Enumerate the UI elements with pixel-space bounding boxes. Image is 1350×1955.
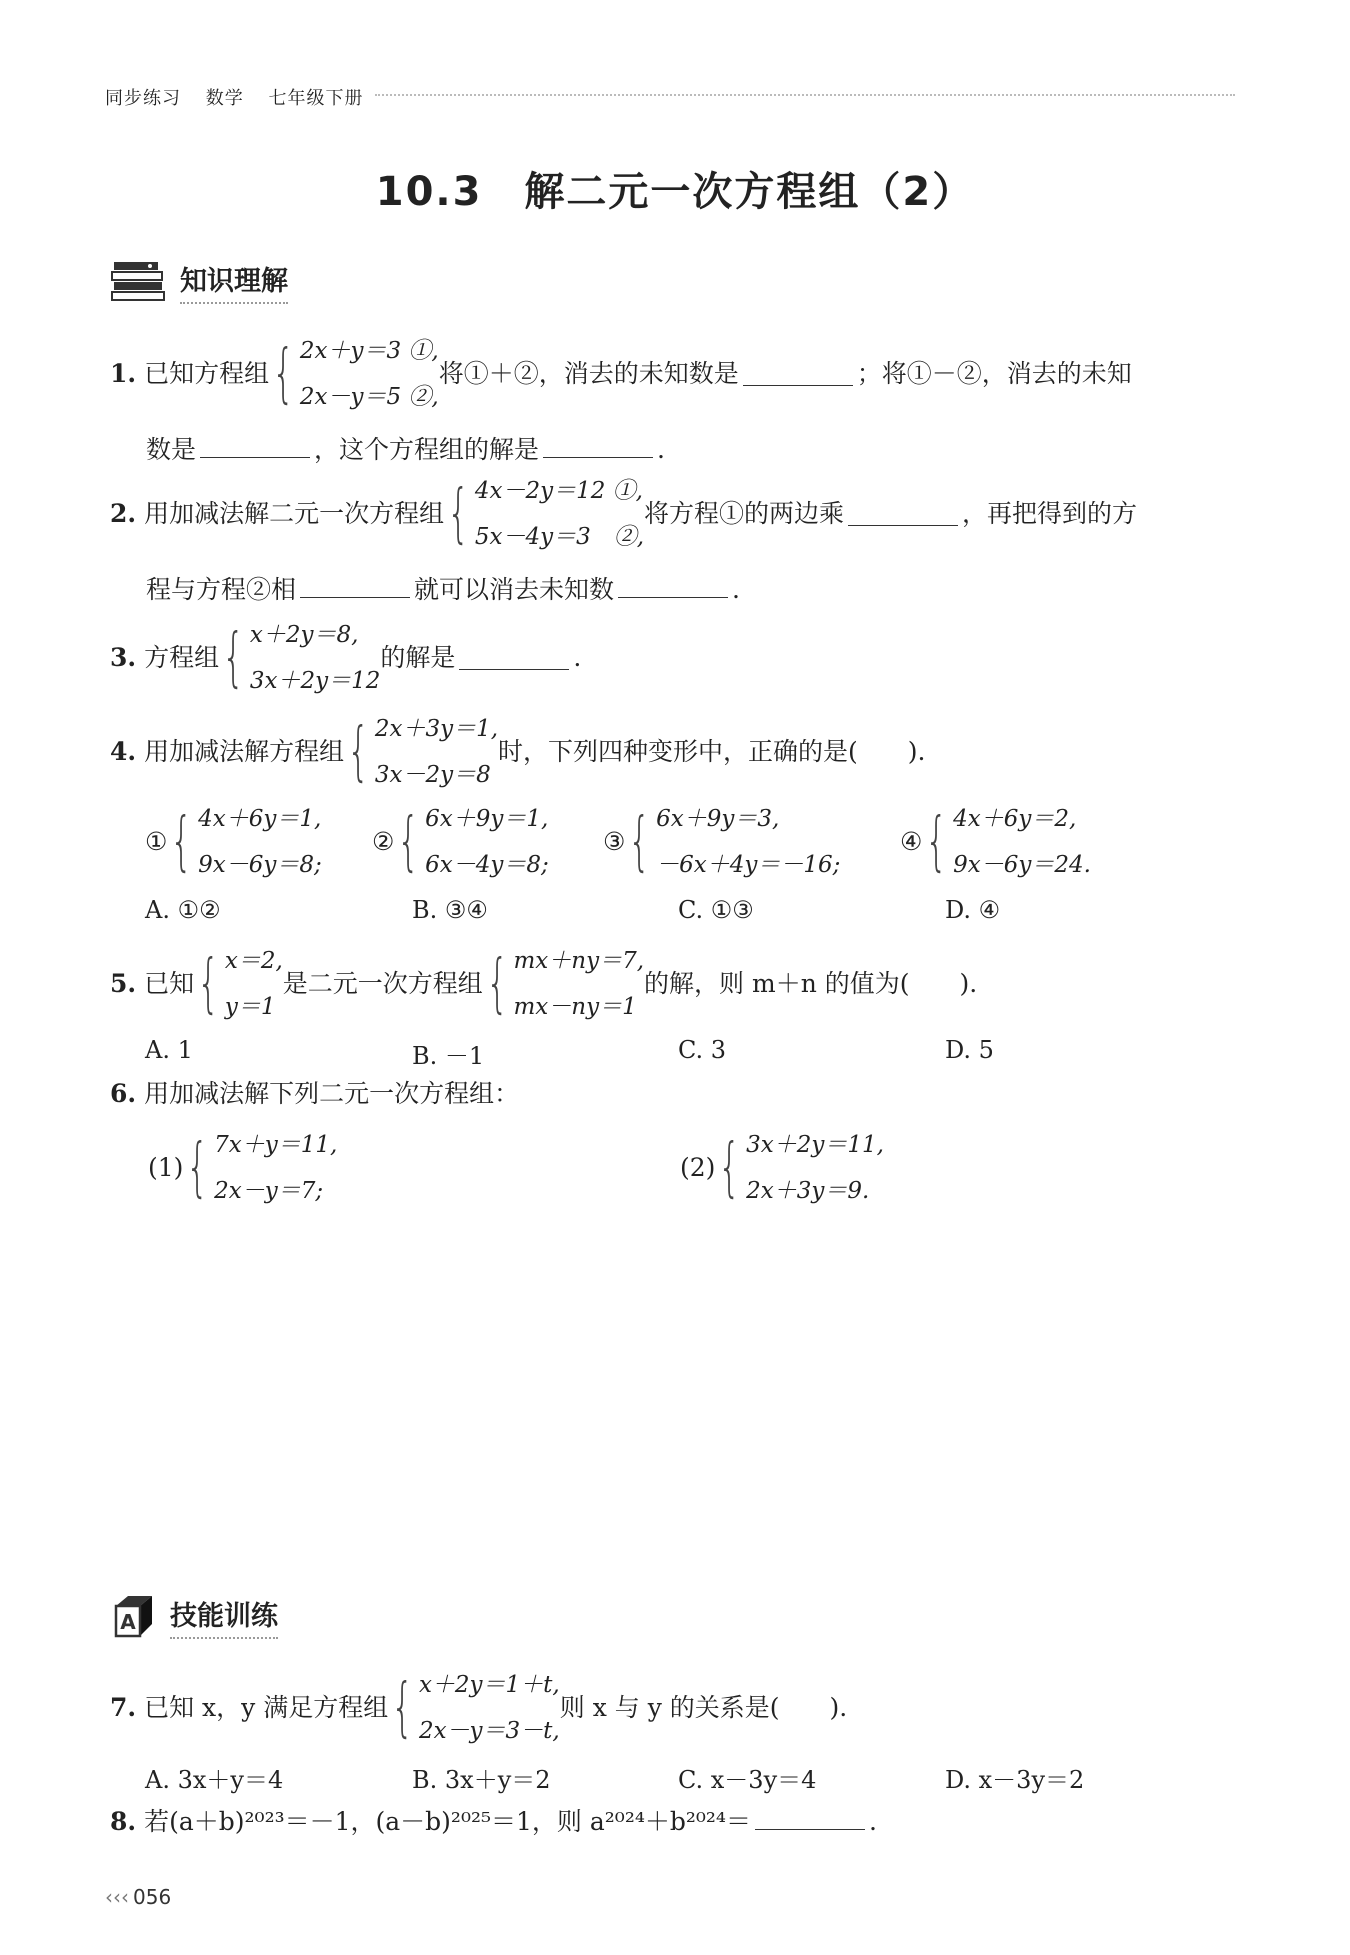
equation: 2x＋3y＝1, [374, 716, 499, 742]
equation: 4x＋6y＝2, [953, 806, 1077, 832]
question-text: 方程组 [144, 642, 220, 672]
question-text: . [657, 435, 665, 464]
question-1 [110, 328, 1240, 467]
subject-name: 数学 [205, 88, 244, 109]
option-d[interactable]: D. 5 [945, 1036, 994, 1064]
option-c[interactable]: C. 3 [678, 1036, 727, 1064]
equation: 6x＋9y＝1, [425, 806, 549, 832]
equation: x＋2y＝1＋t, [418, 1672, 560, 1698]
chevron-left-icon: ‹‹‹ [105, 1885, 129, 1909]
equation: 9x－6y＝8; [198, 852, 322, 878]
grade-name: 七年级下册 [268, 88, 364, 109]
equation: 2x＋y＝3 ①, [299, 338, 439, 364]
question-3 [110, 612, 581, 704]
question-text: ，这个方程组的解是 [314, 435, 540, 464]
equation: x＝2, [224, 948, 283, 974]
question-text: 已知方程组 [144, 358, 270, 388]
page-number: 056 [133, 1885, 172, 1909]
option-c[interactable]: C. x－3y＝4 [678, 1766, 817, 1794]
option-b[interactable]: B. 3x＋y＝2 [412, 1766, 551, 1794]
transform-mark: ② [372, 826, 395, 856]
question-text: 将①＋②，消去的未知数是 [438, 358, 739, 388]
question-text: 是二元一次方程组 [282, 968, 483, 998]
section-label: 知识理解 [180, 259, 288, 304]
question-text: ，再把得到的方 [962, 498, 1138, 528]
book-name: 同步练习 [105, 88, 181, 109]
question-number: 5. [110, 968, 137, 998]
question-number: 3. [110, 642, 137, 672]
option-d[interactable]: D. x－3y＝2 [945, 1766, 1085, 1794]
option-d[interactable]: D. ④ [945, 896, 1001, 924]
question-text: 已知 x，y 满足方程组 [144, 1692, 389, 1722]
equation: 6x＋9y＝3, [656, 806, 780, 832]
option-a[interactable]: A. ①② [145, 896, 221, 924]
option-a[interactable]: A. 1 [145, 1036, 193, 1064]
question-text: 就可以消去未知数 [414, 575, 615, 604]
question-text: 则 x 与 y 的关系是( ). [559, 1692, 848, 1722]
equation-system: { 2x＋y＝3 ①, 2x－y＝5 ②, [269, 328, 439, 420]
question-text: 用加减法解方程组 [144, 736, 345, 766]
question-text: . [868, 1807, 877, 1836]
equation-system: { 4x－2y＝12 ①, 5x－4y＝3 ②, [444, 468, 644, 560]
answer-blank[interactable] [459, 647, 569, 670]
question-text: 时，下列四种变形中，正确的是( ). [498, 736, 926, 766]
question-text: 用加减法解下列二元一次方程组： [144, 1079, 520, 1108]
question-number: 7. [110, 1692, 137, 1722]
answer-blank[interactable] [743, 363, 853, 386]
section-label: 技能训练 [170, 1594, 278, 1639]
equation-system: { x＋2y＝8, 3x＋2y＝12 [219, 612, 380, 704]
equation: mx＋ny＝7, [513, 948, 645, 974]
page-title: 10.3 解二元一次方程组（2） [375, 169, 975, 215]
transform-1: ① { 4x＋6y＝1, 9x－6y＝8; [145, 796, 322, 888]
question-text: ；将①－②，消去的未知 [856, 358, 1132, 388]
answer-blank[interactable] [300, 575, 410, 598]
equation: 2x＋3y＝9. [746, 1178, 870, 1204]
question-number: 8. [110, 1807, 137, 1836]
question-text: . [573, 642, 582, 672]
transform-mark: ① [145, 826, 168, 856]
question-text: . [732, 575, 740, 604]
question-text: 的解，则 m＋n 的值为( ). [644, 968, 978, 998]
solution-system: { x＝2, y＝1 [194, 938, 283, 1030]
question-7 [110, 1662, 1240, 1754]
transform-3: ③ { 6x＋9y＝3, －6x＋4y＝－16; [603, 796, 840, 888]
part-label: (2) [680, 1152, 716, 1182]
question-text: 程与方程②相 [146, 575, 297, 604]
question-5 [110, 938, 1240, 1030]
equation: 3x＋2y＝12 [249, 668, 381, 694]
equation: 9x－6y＝24. [953, 852, 1091, 878]
section-knowledge [110, 258, 288, 304]
option-b[interactable]: B. ③④ [412, 896, 488, 924]
question-4 [110, 706, 1240, 798]
part-label: (1) [148, 1152, 184, 1182]
header-divider [375, 94, 1235, 96]
equation: x＋2y＝8, [249, 622, 359, 648]
question-text: 若(a＋b)²⁰²³＝－1，(a－b)²⁰²⁵＝1，则 a²⁰²⁴＋b²⁰²⁴＝ [144, 1807, 751, 1836]
svg-text:A: A [120, 1610, 136, 1634]
equation: 2x－y＝7; [214, 1178, 324, 1204]
transform-2: ② { 6x＋9y＝1, 6x－4y＝8; [372, 796, 549, 888]
equation-system: { x＋2y＝1＋t, 2x－y＝3－t, [388, 1662, 560, 1754]
answer-blank[interactable] [543, 435, 653, 458]
books-icon [110, 258, 168, 304]
transform-4: ④ { 4x＋6y＝2, 9x－6y＝24. [900, 796, 1091, 888]
equation-system: { 2x＋3y＝1, 3x－2y＝8 [344, 706, 498, 798]
running-header [105, 84, 381, 110]
transform-mark: ④ [900, 826, 923, 856]
equation: 5x－4y＝3 ②, [474, 524, 645, 550]
answer-blank[interactable] [755, 1807, 865, 1830]
equation: 4x－2y＝12 ①, [474, 478, 643, 504]
question-6 [110, 1078, 519, 1111]
question-text: 数是 [146, 435, 197, 464]
equation: 2x－y＝3－t, [418, 1718, 560, 1744]
question-text: 将方程①的两边乘 [644, 498, 845, 528]
question-number: 4. [110, 736, 137, 766]
equation: mx－ny＝1 [513, 994, 637, 1020]
equation: 2x－y＝5 ②, [299, 384, 439, 410]
answer-blank[interactable] [848, 503, 958, 526]
equation-system: { mx＋ny＝7, mx－ny＝1 [483, 938, 644, 1030]
answer-blank[interactable] [200, 435, 310, 458]
section-skills [110, 1592, 278, 1640]
equation: 3x＋2y＝11, [746, 1132, 884, 1158]
equation: 4x＋6y＝1, [198, 806, 322, 832]
answer-blank[interactable] [618, 575, 728, 598]
equation: 7x＋y＝11, [214, 1132, 338, 1158]
equation: 6x－4y＝8; [425, 852, 549, 878]
question-text: 用加减法解二元一次方程组 [144, 498, 445, 528]
question-number: 2. [110, 498, 137, 528]
question-6-part-2: (2) { 3x＋2y＝11, 2x＋3y＝9. [680, 1122, 884, 1214]
option-b[interactable]: B. －1 [412, 1042, 485, 1070]
question-number: 6. [110, 1079, 137, 1108]
page-footer [105, 1885, 171, 1909]
cube-a-icon [110, 1592, 158, 1640]
option-c[interactable]: C. ①③ [678, 896, 754, 924]
question-2 [110, 468, 1240, 607]
equation: －6x＋4y＝－16; [656, 852, 841, 878]
question-8 [110, 1806, 877, 1839]
equation: y＝1 [224, 994, 276, 1020]
equation: 3x－2y＝8 [374, 762, 491, 788]
question-text: 已知 [144, 968, 195, 998]
question-text: 的解是 [380, 642, 456, 672]
question-6-part-1: (1) { 7x＋y＝11, 2x－y＝7; [148, 1122, 337, 1214]
transform-mark: ③ [603, 826, 626, 856]
question-number: 1. [110, 358, 137, 388]
option-a[interactable]: A. 3x＋y＝4 [145, 1766, 284, 1794]
